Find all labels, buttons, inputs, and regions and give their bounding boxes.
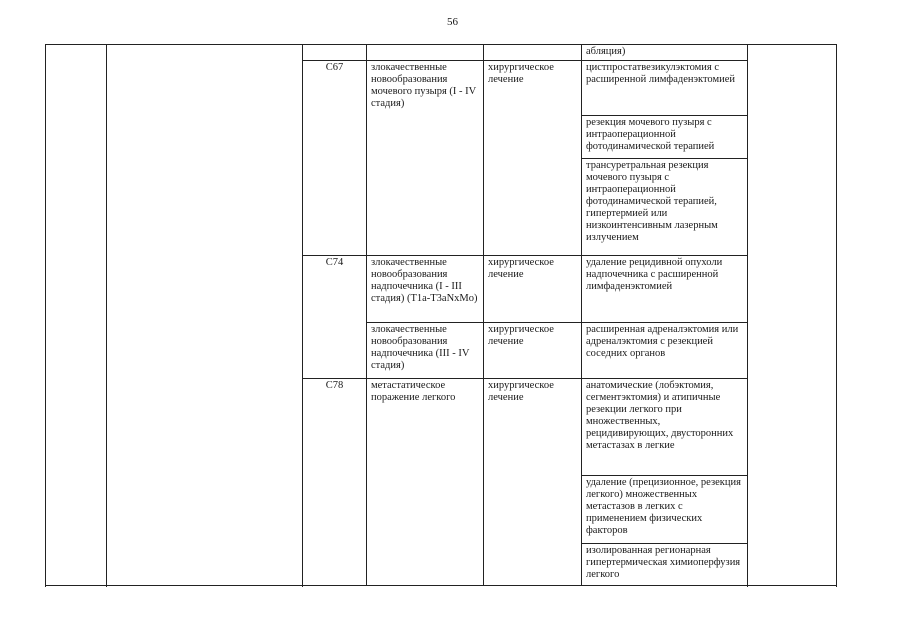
method-cell: удаление рецидивной опухоли надпочечника с расширенной лимфаденэктомией xyxy=(582,256,748,323)
disease-cell: злокачественные новообразования надпочечника (I - III стадия) (T1a-T3aNxMo) xyxy=(367,256,484,323)
column-7-cell xyxy=(748,45,837,586)
method-cell: резекция мочевого пузыря с интраоперационной фотодинамической терапией xyxy=(582,116,748,159)
method-cell: анатомические (лобэктомия, сегментэктомия) и атипичные резекции легкого при множественных, рецидивирующих, двусторонних метастазах в легкие xyxy=(582,379,748,476)
icd-code-cell xyxy=(303,45,367,61)
treatment-type-cell: хирургическое лечение xyxy=(484,256,582,323)
treatment-type-cell: хирургическое лечение xyxy=(484,323,582,379)
method-cell: изолированная регионарная гипертермическая химиоперфузия легкого xyxy=(582,544,748,586)
column-1-cell xyxy=(46,45,107,586)
treatment-type-cell xyxy=(484,45,582,61)
disease-cell: метастатическое поражение легкого xyxy=(367,379,484,586)
method-cell: трансуретральная резекция мочевого пузыря с интраоперационной фотодинамической терапией, гипертермией или низкоинтенсивным лазерным излучением xyxy=(582,159,748,256)
icd-code-cell: C74 xyxy=(303,256,367,379)
method-cell: абляция) xyxy=(582,45,748,61)
treatment-type-cell: хирургическое лечение xyxy=(484,379,582,586)
method-cell: удаление (прецизионное, резекция легкого) множественных метастазов в легких с применением физических факторов xyxy=(582,476,748,544)
icd-code-cell: C67 xyxy=(303,61,367,256)
page-number: 56 xyxy=(447,16,458,28)
treatment-type-cell: хирургическое лечение xyxy=(484,61,582,256)
medical-care-table xyxy=(45,44,836,585)
icd-code-cell: C78 xyxy=(303,379,367,586)
method-cell: расширенная адреналэктомия или адреналэктомия с резекцией соседних органов xyxy=(582,323,748,379)
disease-cell: злокачественные новообразования надпочечника (III - IV стадия) xyxy=(367,323,484,379)
disease-cell xyxy=(367,45,484,61)
column-2-cell xyxy=(107,45,303,586)
method-cell: цистпростатвезикулэктомия с расширенной лимфаденэктомией xyxy=(582,61,748,116)
disease-cell: злокачественные новообразования мочевого пузыря (I - IV стадия) xyxy=(367,61,484,256)
